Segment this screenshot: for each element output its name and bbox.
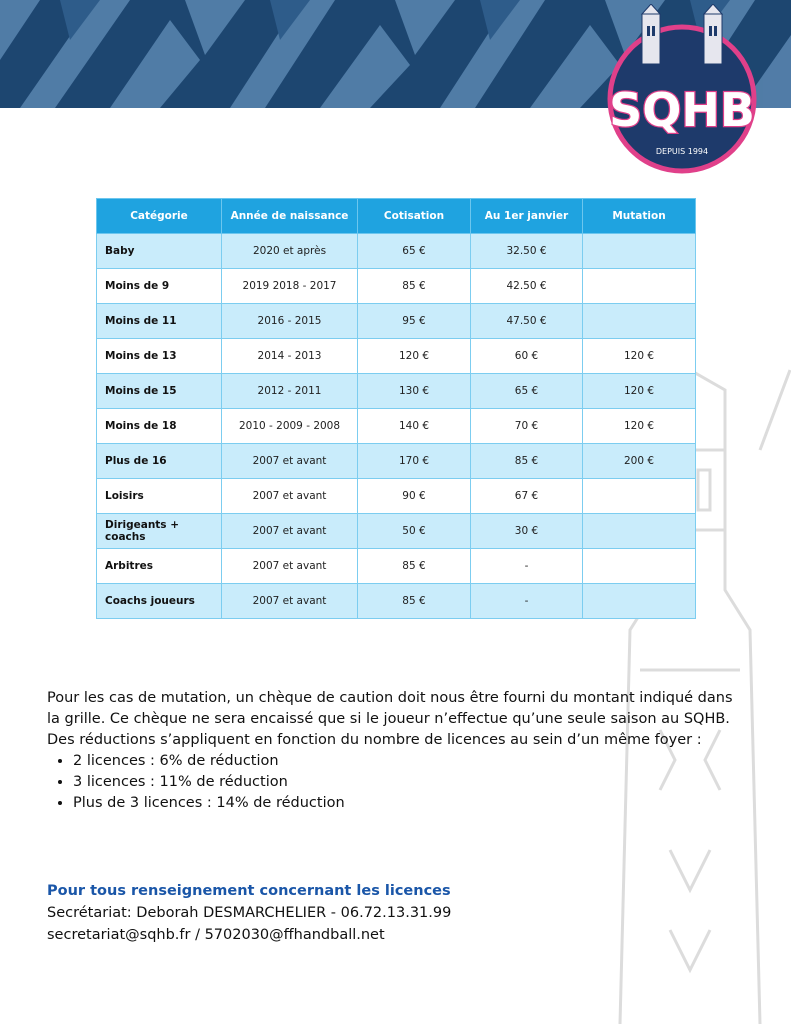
cell-category: Moins de 9 — [97, 269, 222, 304]
cell-mutation: 120 € — [583, 374, 696, 409]
club-logo — [604, 4, 760, 174]
table-row — [97, 374, 696, 409]
cell-birth-year: 2012 - 2011 — [222, 374, 358, 409]
cell-category: Arbitres — [97, 549, 222, 584]
cell-category: Plus de 16 — [97, 444, 222, 479]
table-row — [97, 339, 696, 374]
cell-january-fee: 42.50 € — [471, 269, 583, 304]
list-item: • 3 licences : 11% de réduction — [73, 772, 747, 793]
header-annee: Année de naissance — [222, 199, 358, 234]
cell-january-fee: 70 € — [471, 409, 583, 444]
cell-category: Dirigeants + coachs — [97, 514, 222, 549]
table-row — [97, 444, 696, 479]
cell-mutation — [583, 584, 696, 619]
cell-fee: 170 € — [358, 444, 471, 479]
cell-fee: 85 € — [358, 584, 471, 619]
cell-fee: 85 € — [358, 549, 471, 584]
table-row — [97, 479, 696, 514]
notes-section — [47, 688, 747, 814]
cell-mutation — [583, 234, 696, 269]
cell-january-fee: 47.50 € — [471, 304, 583, 339]
table-row — [97, 269, 696, 304]
table-row — [97, 584, 696, 619]
contact-section — [47, 880, 747, 946]
discount-intro: Des réductions s’appliquent en fonction du nombre de licences au sein d’un même foyer : — [47, 732, 702, 748]
cell-birth-year: 2007 et avant — [222, 479, 358, 514]
cell-mutation — [583, 514, 696, 549]
header-mutation: Mutation — [583, 199, 696, 234]
logo-tagline: DEPUIS 1994 — [655, 147, 709, 156]
cell-fee: 50 € — [358, 514, 471, 549]
cell-category: Moins de 13 — [97, 339, 222, 374]
cell-january-fee: 67 € — [471, 479, 583, 514]
cell-birth-year: 2020 et après — [222, 234, 358, 269]
cell-fee: 140 € — [358, 409, 471, 444]
cell-birth-year: 2007 et avant — [222, 584, 358, 619]
contact-heading: Pour tous renseignement concernant les licences — [47, 883, 451, 899]
table-row — [97, 549, 696, 584]
cell-birth-year: 2016 - 2015 — [222, 304, 358, 339]
table-header-row — [97, 199, 696, 234]
cell-fee: 65 € — [358, 234, 471, 269]
cell-mutation — [583, 549, 696, 584]
table-row — [97, 514, 696, 549]
cell-birth-year: 2007 et avant — [222, 549, 358, 584]
fees-table — [96, 198, 696, 619]
cell-category: Moins de 15 — [97, 374, 222, 409]
cell-mutation: 120 € — [583, 339, 696, 374]
logo-graphic — [604, 4, 760, 174]
header-categorie: Catégorie — [97, 199, 222, 234]
cell-fee: 85 € — [358, 269, 471, 304]
cell-mutation — [583, 304, 696, 339]
cell-january-fee: - — [471, 584, 583, 619]
list-item: • 2 licences : 6% de réduction — [73, 751, 747, 772]
cell-fee: 90 € — [358, 479, 471, 514]
cell-fee: 120 € — [358, 339, 471, 374]
list-item: • Plus de 3 licences : 14% de réduction — [73, 793, 747, 814]
mutation-note: Pour les cas de mutation, un chèque de caution doit nous être fourni du montant indiqué dans la grille. Ce chèque ne sera encaissé que si le joueur n’effectue qu’une seule saison au SQHB. — [47, 690, 733, 727]
cell-category: Coachs joueurs — [97, 584, 222, 619]
cell-mutation — [583, 479, 696, 514]
cell-january-fee: 85 € — [471, 444, 583, 479]
cell-january-fee: 60 € — [471, 339, 583, 374]
cell-mutation: 120 € — [583, 409, 696, 444]
cell-fee: 130 € — [358, 374, 471, 409]
cell-january-fee: 30 € — [471, 514, 583, 549]
email-line[interactable]: secretariat@sqhb.fr / 5702030@ffhandball.net — [47, 927, 385, 943]
table-row — [97, 234, 696, 269]
cell-birth-year: 2019 2018 - 2017 — [222, 269, 358, 304]
cell-mutation: 200 € — [583, 444, 696, 479]
cell-mutation — [583, 269, 696, 304]
cell-category: Baby — [97, 234, 222, 269]
discount-list — [47, 751, 747, 814]
cell-january-fee: - — [471, 549, 583, 584]
cell-category: Moins de 11 — [97, 304, 222, 339]
cell-birth-year: 2007 et avant — [222, 514, 358, 549]
logo-text: SQHB — [609, 83, 755, 137]
table-row — [97, 409, 696, 444]
cell-category: Moins de 18 — [97, 409, 222, 444]
cell-january-fee: 65 € — [471, 374, 583, 409]
header-cotisation: Cotisation — [358, 199, 471, 234]
secretariat-line: Secrétariat: Deborah DESMARCHELIER - 06.72.13.31.99 — [47, 905, 452, 921]
cell-category: Loisirs — [97, 479, 222, 514]
cell-january-fee: 32.50 € — [471, 234, 583, 269]
table-row — [97, 304, 696, 339]
cell-fee: 95 € — [358, 304, 471, 339]
cell-birth-year: 2014 - 2013 — [222, 339, 358, 374]
cell-birth-year: 2010 - 2009 - 2008 — [222, 409, 358, 444]
header-janvier: Au 1er janvier — [471, 199, 583, 234]
cell-birth-year: 2007 et avant — [222, 444, 358, 479]
